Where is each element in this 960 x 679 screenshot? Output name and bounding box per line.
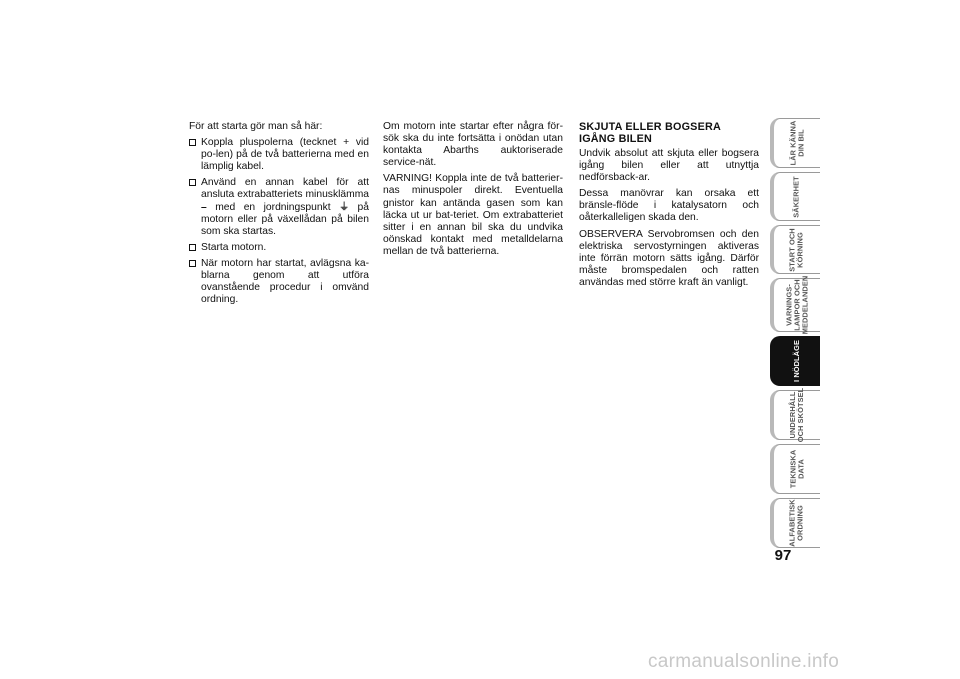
chapter-tab[interactable]: [770, 387, 820, 443]
paragraph: Undvik absolut att skjuta eller bogsera igång bilen eller att utnyttja nedförsback-ar.: [579, 148, 759, 184]
chapter-tab-label: SÄKERHET: [791, 175, 801, 218]
section-heading: SKJUTA ELLER BOGSERA IGÅNG BILEN: [579, 121, 721, 145]
checkbox-bullet-icon: [189, 179, 196, 186]
chapter-tab[interactable]: [770, 444, 820, 494]
minus-symbol: –: [201, 201, 207, 213]
checkbox-bullet-icon: [189, 260, 196, 267]
column-3: [579, 121, 759, 293]
warning-paragraph: VARNING! Koppla inte de två batterier-nas minuspoler direkt. Eventuella gnistor kan antända gasen som kan läcka ut ur bat-teriet. Om extrabatteriet sitter i en annan bil ska du undvika oönskad kontakt med metalldelarna mellan de två batterierna.: [383, 173, 563, 257]
chapter-tab-label: UNDERHÅLL OCH SKÖTSEL: [788, 387, 806, 443]
chapter-tab-label: VARNINGS- LAMPOR OCH MEDDELANDEN: [784, 275, 809, 335]
chapter-tab-label: TEKNISKA DATA: [787, 449, 805, 489]
list-item: Starta motorn.: [189, 242, 369, 254]
chapter-tab[interactable]: [770, 498, 820, 548]
checkbox-bullet-icon: [189, 139, 196, 146]
chapter-tab[interactable]: [770, 275, 820, 335]
column-1: [189, 121, 369, 310]
list-item: När motorn har startat, avlägsna ka-blarna genom att utföra ovanstående procedur i omvänd ordning.: [189, 258, 369, 306]
chapter-tab[interactable]: [770, 336, 820, 386]
column-2: [383, 121, 563, 262]
paragraph: Om motorn inte startar efter några för-sök ska du inte fortsätta i onödan utan kontakta Abarths auktoriserade service-nät.: [383, 121, 563, 169]
chapter-tab-label: START OCH KÖRNING: [788, 227, 805, 272]
ground-icon: ⏚: [339, 201, 350, 213]
note-paragraph: OBSERVERA Servobromsen och den elektriska servostyrningen aktiveras inte förrän motorn sätts igång. Därför måste bromspedalen och ratten användas med större kraft än vanligt.: [579, 228, 759, 288]
chapter-tab-label: LÄR KÄNNA DIN BIL: [788, 120, 805, 166]
chapter-tab-label: I NÖDLÄGE: [792, 340, 801, 382]
intro-text: För att starta gör man så här:: [189, 121, 323, 132]
list-item: Använd en annan kabel för att ansluta extrabatteriets minusklämma – med en jordningspunkt ⏚ på motorn eller på växellådan på bilen som ska startas.: [189, 177, 369, 237]
chapter-tab[interactable]: [770, 225, 820, 274]
instruction-list: [189, 137, 369, 306]
chapter-tab[interactable]: [770, 172, 820, 221]
list-item: Koppla pluspolerna (tecknet + vid po-len) på de två batterierna med en lämplig kabel.: [189, 137, 369, 173]
watermark: carmanualsonline.info: [648, 651, 840, 672]
paragraph: Dessa manövrar kan orsaka ett bränsle-flöde i katalysatorn och oåterkalleligen skada den.: [579, 188, 759, 224]
checkbox-bullet-icon: [189, 244, 196, 251]
chapter-tab[interactable]: [770, 118, 820, 168]
chapter-tab-label: ALFABETISK ORDNING: [788, 499, 805, 547]
page-number: 97: [774, 547, 792, 564]
